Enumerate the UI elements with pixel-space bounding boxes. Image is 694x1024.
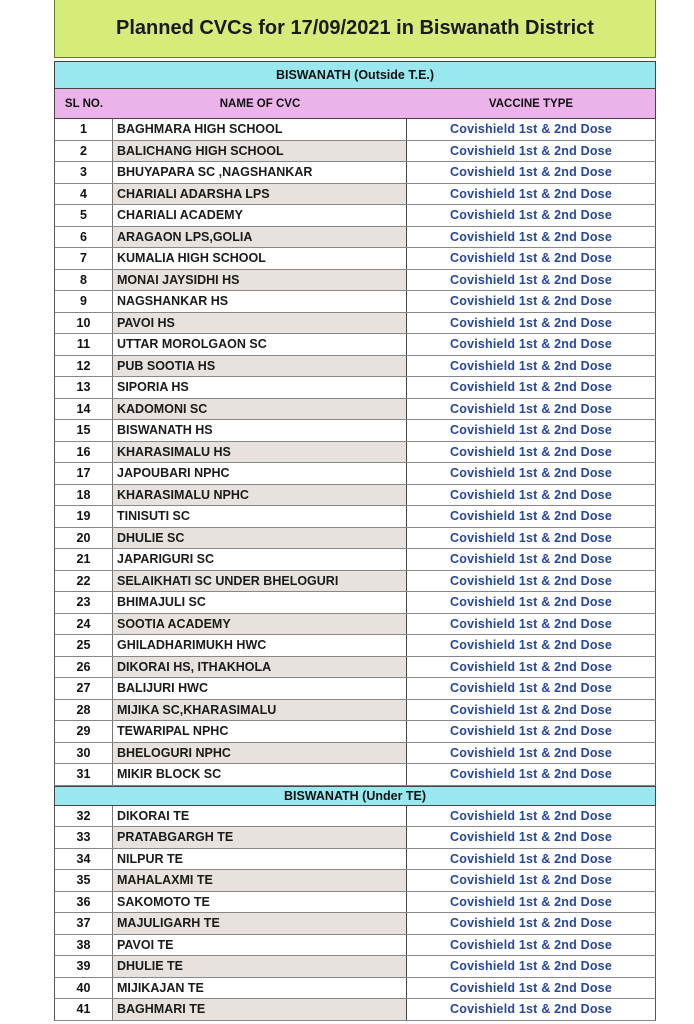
cell-sl-no: 18 <box>55 485 113 506</box>
cell-vaccine-type: Covishield 1st & 2nd Dose <box>450 186 612 201</box>
cell-vaccine-type: Covishield 1st & 2nd Dose <box>450 851 612 866</box>
cell-sl-no: 7 <box>55 248 113 269</box>
cell-cvc-name: TEWARIPAL NPHC <box>113 721 407 742</box>
table-row <box>54 827 656 849</box>
cell-vaccine-type: Covishield 1st & 2nd Dose <box>450 530 612 545</box>
table-row <box>54 162 656 184</box>
cell-vaccine-type: Covishield 1st & 2nd Dose <box>450 702 612 717</box>
table-body-under-te <box>54 806 656 1021</box>
cell-cvc-name: NILPUR TE <box>113 849 407 870</box>
cell-cvc-name: JAPARIGURI SC <box>113 549 407 570</box>
cell-cvc-name: SELAIKHATI SC UNDER BHELOGURI <box>113 571 407 592</box>
cell-cvc-name: KHARASIMALU NPHC <box>113 485 407 506</box>
cell-cvc-name: ARAGAON LPS,GOLIA <box>113 227 407 248</box>
cell-cvc-name: CHARIALI ACADEMY <box>113 205 407 226</box>
cell-vaccine-type: Covishield 1st & 2nd Dose <box>450 573 612 588</box>
cell-cvc-name: BHUYAPARA SC ,NAGSHANKAR <box>113 162 407 183</box>
table-row <box>54 205 656 227</box>
section-header-outside-te: BISWANATH (Outside T.E.) <box>54 61 656 89</box>
cell-vaccine-type: Covishield 1st & 2nd Dose <box>450 830 612 845</box>
cell-sl-no: 10 <box>55 313 113 334</box>
cell-sl-no: 37 <box>55 913 113 934</box>
column-header-vaccine: VACCINE TYPE <box>488 97 574 110</box>
cell-vaccine-type: Covishield 1st & 2nd Dose <box>450 143 612 158</box>
cvc-sheet <box>54 0 656 1024</box>
cell-vaccine-type: Covishield 1st & 2nd Dose <box>450 509 612 524</box>
cell-cvc-name: DIKORAI HS, ITHAKHOLA <box>113 657 407 678</box>
table-row <box>54 870 656 892</box>
table-row <box>54 999 656 1021</box>
cell-sl-no: 20 <box>55 528 113 549</box>
cell-vaccine-type: Covishield 1st & 2nd Dose <box>450 358 612 373</box>
column-header-sl-no: SL NO. <box>64 97 104 110</box>
cell-cvc-name: MONAI JAYSIDHI HS <box>113 270 407 291</box>
cell-vaccine-type: Covishield 1st & 2nd Dose <box>450 444 612 459</box>
cell-cvc-name: MAHALAXMI TE <box>113 870 407 891</box>
cell-sl-no: 38 <box>55 935 113 956</box>
cell-vaccine-type: Covishield 1st & 2nd Dose <box>450 337 612 352</box>
cell-vaccine-type: Covishield 1st & 2nd Dose <box>450 466 612 481</box>
cell-sl-no: 17 <box>55 463 113 484</box>
cell-cvc-name: KHARASIMALU HS <box>113 442 407 463</box>
cell-cvc-name: BALICHANG HIGH SCHOOL <box>113 141 407 162</box>
cell-sl-no: 3 <box>55 162 113 183</box>
cell-sl-no: 32 <box>55 806 113 827</box>
cell-cvc-name: MIJIKAJAN TE <box>113 978 407 999</box>
cell-cvc-name: DHULIE TE <box>113 956 407 977</box>
cell-vaccine-type: Covishield 1st & 2nd Dose <box>450 208 612 223</box>
cell-vaccine-type: Covishield 1st & 2nd Dose <box>450 724 612 739</box>
cell-vaccine-type: Covishield 1st & 2nd Dose <box>450 745 612 760</box>
cell-vaccine-type: Covishield 1st & 2nd Dose <box>450 165 612 180</box>
cell-vaccine-type: Covishield 1st & 2nd Dose <box>450 873 612 888</box>
cell-vaccine-type: Covishield 1st & 2nd Dose <box>450 681 612 696</box>
page-title: Planned CVCs for 17/09/2021 in Biswanath District <box>54 0 656 58</box>
table-row <box>54 549 656 571</box>
cell-vaccine-type: Covishield 1st & 2nd Dose <box>450 959 612 974</box>
cell-vaccine-type: Covishield 1st & 2nd Dose <box>450 552 612 567</box>
cell-sl-no: 29 <box>55 721 113 742</box>
table-row <box>54 313 656 335</box>
cell-vaccine-type: Covishield 1st & 2nd Dose <box>450 122 612 137</box>
cell-sl-no: 11 <box>55 334 113 355</box>
table-row <box>54 334 656 356</box>
table-row <box>54 119 656 141</box>
cell-sl-no: 26 <box>55 657 113 678</box>
table-row <box>54 614 656 636</box>
table-row <box>54 399 656 421</box>
cell-sl-no: 35 <box>55 870 113 891</box>
cell-cvc-name: PAVOI HS <box>113 313 407 334</box>
table-row <box>54 592 656 614</box>
table-row <box>54 978 656 1000</box>
cell-cvc-name: JAPOUBARI NPHC <box>113 463 407 484</box>
cell-cvc-name: BAGHMARI TE <box>113 999 407 1020</box>
cell-cvc-name: KADOMONI SC <box>113 399 407 420</box>
cell-sl-no: 25 <box>55 635 113 656</box>
cell-cvc-name: BALIJURI HWC <box>113 678 407 699</box>
table-row <box>54 528 656 550</box>
table-row <box>54 463 656 485</box>
cell-sl-no: 8 <box>55 270 113 291</box>
table-row <box>54 141 656 163</box>
cell-cvc-name: SOOTIA ACADEMY <box>113 614 407 635</box>
cell-vaccine-type: Covishield 1st & 2nd Dose <box>450 401 612 416</box>
cell-vaccine-type: Covishield 1st & 2nd Dose <box>450 638 612 653</box>
table-row <box>54 657 656 679</box>
cell-sl-no: 5 <box>55 205 113 226</box>
cell-cvc-name: UTTAR MOROLGAON SC <box>113 334 407 355</box>
table-body-outside-te <box>54 119 656 786</box>
cell-sl-no: 24 <box>55 614 113 635</box>
cell-vaccine-type: Covishield 1st & 2nd Dose <box>450 616 612 631</box>
table-row <box>54 291 656 313</box>
table-row <box>54 420 656 442</box>
cell-sl-no: 19 <box>55 506 113 527</box>
table-row <box>54 227 656 249</box>
cell-cvc-name: PRATABGARGH TE <box>113 827 407 848</box>
cell-vaccine-type: Covishield 1st & 2nd Dose <box>450 423 612 438</box>
cell-sl-no: 6 <box>55 227 113 248</box>
cell-cvc-name: CHARIALI ADARSHA LPS <box>113 184 407 205</box>
cell-sl-no: 14 <box>55 399 113 420</box>
cell-cvc-name: DHULIE SC <box>113 528 407 549</box>
cell-sl-no: 15 <box>55 420 113 441</box>
cell-cvc-name: PAVOI TE <box>113 935 407 956</box>
cell-cvc-name: NAGSHANKAR HS <box>113 291 407 312</box>
cell-cvc-name: BAGHMARA HIGH SCHOOL <box>113 119 407 140</box>
cell-vaccine-type: Covishield 1st & 2nd Dose <box>450 980 612 995</box>
cell-cvc-name: KUMALIA HIGH SCHOOL <box>113 248 407 269</box>
cell-sl-no: 31 <box>55 764 113 785</box>
cell-sl-no: 2 <box>55 141 113 162</box>
cell-cvc-name: BHELOGURI NPHC <box>113 743 407 764</box>
cell-sl-no: 12 <box>55 356 113 377</box>
table-row <box>54 764 656 786</box>
table-row <box>54 356 656 378</box>
cell-vaccine-type: Covishield 1st & 2nd Dose <box>450 767 612 782</box>
cell-sl-no: 1 <box>55 119 113 140</box>
table-row <box>54 270 656 292</box>
cell-sl-no: 34 <box>55 849 113 870</box>
table-row <box>54 806 656 828</box>
cell-cvc-name: MIKIR BLOCK SC <box>113 764 407 785</box>
cell-sl-no: 33 <box>55 827 113 848</box>
cell-vaccine-type: Covishield 1st & 2nd Dose <box>450 937 612 952</box>
cell-sl-no: 9 <box>55 291 113 312</box>
cell-sl-no: 30 <box>55 743 113 764</box>
cell-cvc-name: GHILADHARIMUKH HWC <box>113 635 407 656</box>
cell-vaccine-type: Covishield 1st & 2nd Dose <box>450 487 612 502</box>
cell-vaccine-type: Covishield 1st & 2nd Dose <box>450 1002 612 1017</box>
cell-sl-no: 27 <box>55 678 113 699</box>
table-row <box>54 935 656 957</box>
cell-vaccine-type: Covishield 1st & 2nd Dose <box>450 916 612 931</box>
cell-vaccine-type: Covishield 1st & 2nd Dose <box>450 659 612 674</box>
cell-sl-no: 16 <box>55 442 113 463</box>
table-row <box>54 485 656 507</box>
cell-vaccine-type: Covishield 1st & 2nd Dose <box>450 808 612 823</box>
cell-sl-no: 13 <box>55 377 113 398</box>
table-row <box>54 892 656 914</box>
cell-sl-no: 23 <box>55 592 113 613</box>
table-row <box>54 849 656 871</box>
cell-sl-no: 28 <box>55 700 113 721</box>
cell-vaccine-type: Covishield 1st & 2nd Dose <box>450 229 612 244</box>
cell-cvc-name: PUB SOOTIA HS <box>113 356 407 377</box>
cell-cvc-name: BISWANATH HS <box>113 420 407 441</box>
cell-cvc-name: BHIMAJULI SC <box>113 592 407 613</box>
table-row <box>54 721 656 743</box>
cell-cvc-name: TINISUTI SC <box>113 506 407 527</box>
cell-cvc-name: MAJULIGARH TE <box>113 913 407 934</box>
cell-vaccine-type: Covishield 1st & 2nd Dose <box>450 595 612 610</box>
table-row <box>54 678 656 700</box>
section-header-under-te: BISWANATH (Under TE) <box>54 786 656 806</box>
cell-vaccine-type: Covishield 1st & 2nd Dose <box>450 272 612 287</box>
cell-sl-no: 21 <box>55 549 113 570</box>
cell-vaccine-type: Covishield 1st & 2nd Dose <box>450 380 612 395</box>
cell-sl-no: 4 <box>55 184 113 205</box>
table-row <box>54 442 656 464</box>
table-row <box>54 743 656 765</box>
cell-vaccine-type: Covishield 1st & 2nd Dose <box>450 894 612 909</box>
cell-sl-no: 40 <box>55 978 113 999</box>
cell-vaccine-type: Covishield 1st & 2nd Dose <box>450 251 612 266</box>
table-row <box>54 956 656 978</box>
cell-cvc-name: SIPORIA HS <box>113 377 407 398</box>
cell-cvc-name: SAKOMOTO TE <box>113 892 407 913</box>
table-row <box>54 635 656 657</box>
cell-sl-no: 41 <box>55 999 113 1020</box>
table-row <box>54 377 656 399</box>
table-row <box>54 184 656 206</box>
table-row <box>54 913 656 935</box>
table-row <box>54 506 656 528</box>
table-row <box>54 700 656 722</box>
cell-sl-no: 22 <box>55 571 113 592</box>
column-header-name: NAME OF CVC <box>219 97 301 110</box>
cell-vaccine-type: Covishield 1st & 2nd Dose <box>450 315 612 330</box>
cell-cvc-name: MIJIKA SC,KHARASIMALU <box>113 700 407 721</box>
table-row <box>54 248 656 270</box>
cell-cvc-name: DIKORAI TE <box>113 806 407 827</box>
cell-sl-no: 39 <box>55 956 113 977</box>
cell-vaccine-type: Covishield 1st & 2nd Dose <box>450 294 612 309</box>
table-row <box>54 571 656 593</box>
cell-sl-no: 36 <box>55 892 113 913</box>
table-header <box>54 89 656 119</box>
